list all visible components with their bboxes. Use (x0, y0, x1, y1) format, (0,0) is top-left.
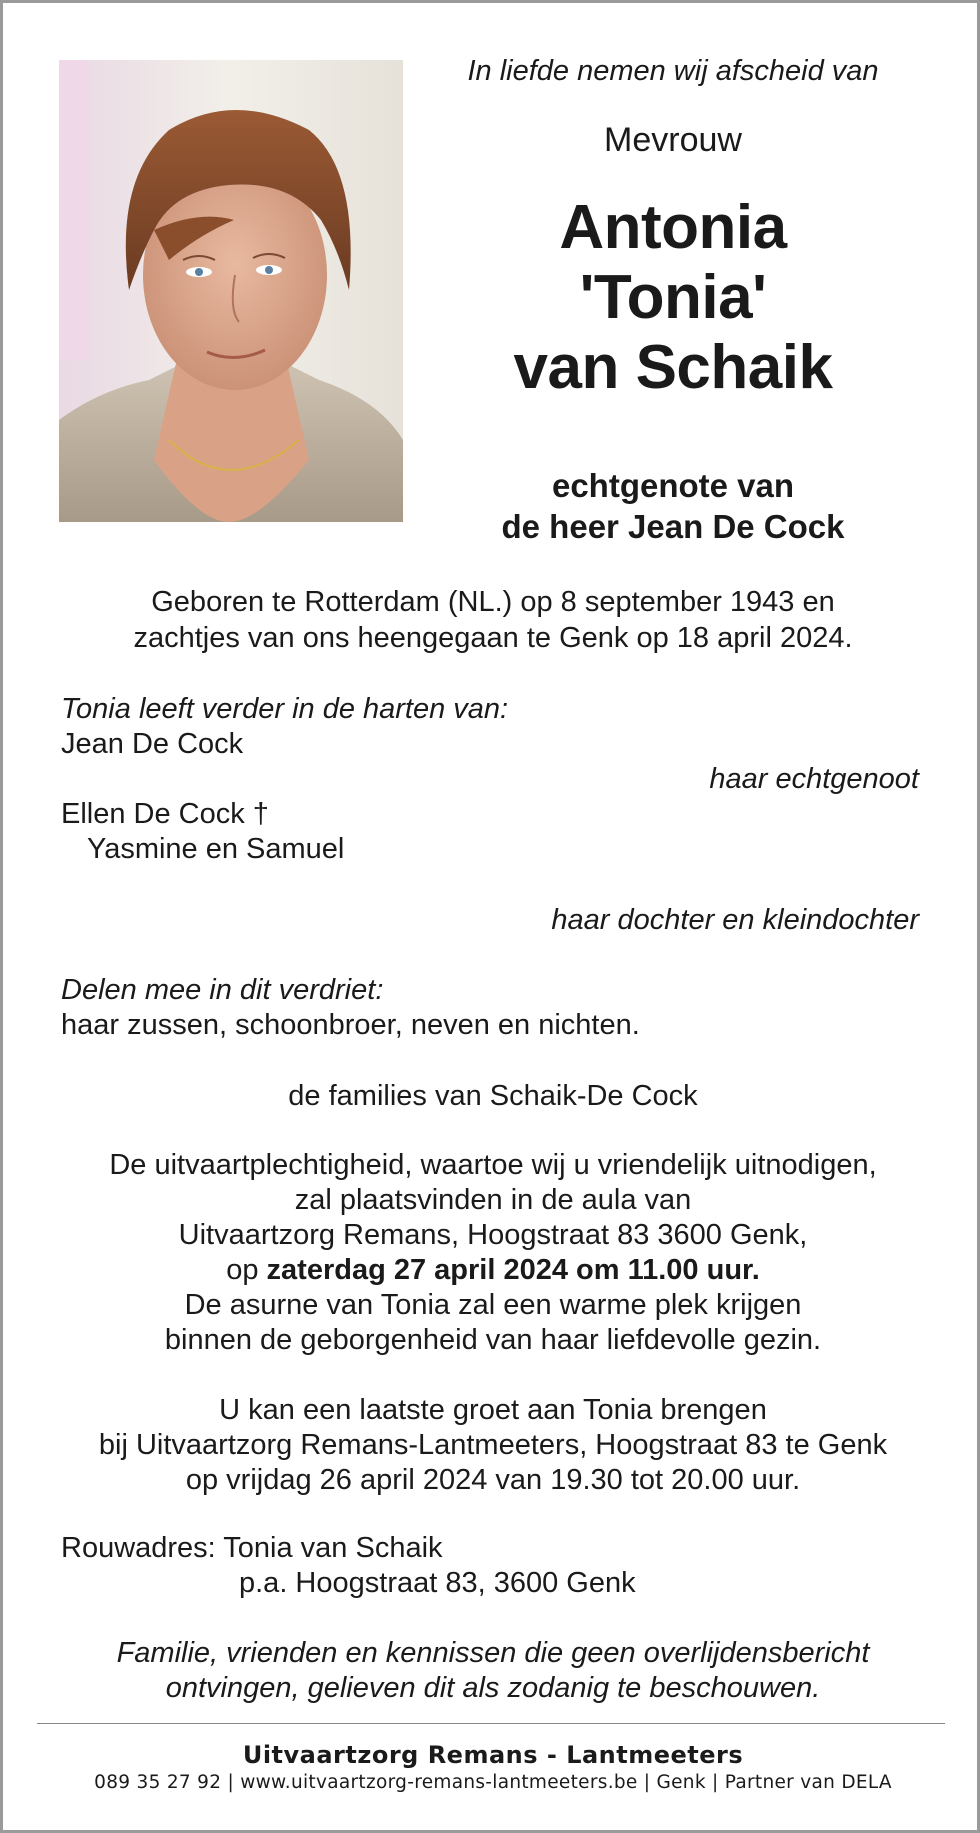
survivors-heading: Tonia leeft verder in de harten van: (61, 693, 509, 725)
portrait-image (59, 60, 403, 522)
funeral-home-name: Uitvaartzorg Remans - Lantmeeters (242, 1741, 744, 1769)
survivor-relation: haar dochter en kleindochter (551, 904, 919, 936)
funeral-home-contact: 089 35 27 92 | www.uitvaartzorg-remans-lantmeeters.be | Genk | Partner van DELA (94, 1772, 892, 1793)
survivor-relation: haar echtgenoot (709, 763, 919, 795)
visitation-line-2: bij Uitvaartzorg Remans-Lantmeeters, Hoogstraat 83 te Genk (98, 1429, 888, 1461)
ceremony-date-line (33, 1253, 953, 1288)
spouse-line-2: de heer Jean De Cock (501, 508, 845, 545)
ceremony-line-5: De asurne van Tonia zal een warme plek krijgen (184, 1289, 802, 1321)
notice-line-1: Familie, vrienden en kennissen die geen overlijdensbericht (116, 1637, 870, 1669)
deceased-name (433, 193, 913, 403)
survivor-name: Ellen De Cock † (61, 798, 269, 830)
visitation-line-1: U kan een laatste groet aan Tonia brengen (219, 1394, 767, 1426)
ceremony-line-6: binnen de geborgenheid van haar liefdevolle gezin. (164, 1324, 822, 1356)
shared-grief-heading: Delen mee in dit verdriet: (61, 974, 384, 1006)
name-first: Antonia (559, 193, 787, 262)
portrait-photo (59, 60, 403, 522)
ceremony-date-prefix: op (226, 1254, 267, 1286)
ceremony-line-3: Uitvaartzorg Remans, Hoogstraat 83 3600 Genk, (178, 1219, 808, 1251)
name-last: van Schaik (513, 333, 833, 402)
birth-death-line-2: zachtjes van ons heengegaan te Genk op 18 april 2024. (133, 622, 853, 654)
footer-divider (37, 1723, 945, 1724)
mourning-address-line-1: Rouwadres: Tonia van Schaik (61, 1532, 443, 1564)
families-line: de families van Schaik-De Cock (288, 1080, 698, 1112)
notice-line-2: ontvingen, gelieven dit als zodanig te beschouwen. (165, 1672, 821, 1704)
shared-grief-text: haar zussen, schoonbroer, neven en nichten. (61, 1009, 640, 1041)
intro-line: In liefde nemen wij afscheid van (467, 55, 879, 87)
salutation: Mevrouw (604, 121, 742, 159)
visitation-line-3: op vrijdag 26 april 2024 van 19.30 tot 20.00 uur. (185, 1464, 801, 1496)
spouse-line (433, 465, 913, 547)
ceremony-line-1: De uitvaartplechtigheid, waartoe wij u vriendelijk uitnodigen, (109, 1149, 877, 1181)
survivor-name: Jean De Cock (61, 728, 244, 760)
spouse-line-1: echtgenote van (551, 467, 795, 504)
ceremony-date: zaterdag 27 april 2024 om 11.00 uur. (266, 1254, 760, 1286)
name-nickname: 'Tonia' (579, 263, 767, 332)
mourning-address-line-2: p.a. Hoogstraat 83, 3600 Genk (239, 1567, 636, 1599)
ceremony-line-2: zal plaatsvinden in de aula van (294, 1184, 692, 1216)
survivor-name: Yasmine en Samuel (87, 833, 345, 865)
birth-death-line-1: Geboren te Rotterdam (NL.) op 8 september 1943 en (151, 586, 835, 618)
